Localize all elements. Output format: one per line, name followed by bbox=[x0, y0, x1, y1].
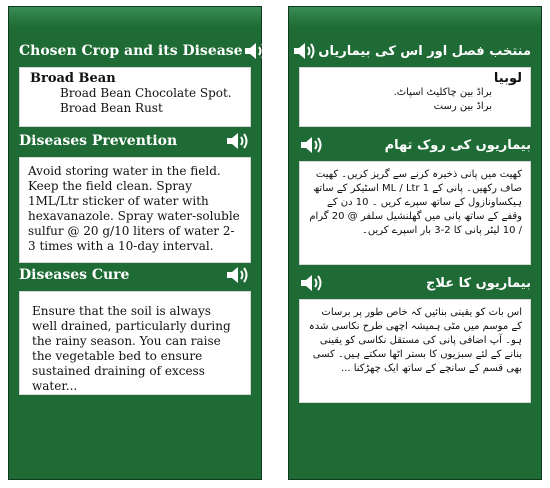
cure-text-box bbox=[299, 299, 531, 403]
speaker-icon[interactable] bbox=[299, 272, 325, 294]
panel-top-bar bbox=[289, 7, 541, 27]
speaker-icon[interactable] bbox=[243, 40, 269, 62]
disease-item: براڈ بین رست bbox=[433, 101, 492, 112]
crop-info-box bbox=[299, 67, 531, 127]
speaker-icon[interactable] bbox=[292, 40, 318, 62]
disease-item: Broad Bean Chocolate Spot. bbox=[60, 86, 232, 100]
prevention-section-title: Diseases Prevention bbox=[19, 133, 178, 149]
cure-section-header bbox=[19, 263, 251, 287]
speaker-icon[interactable] bbox=[225, 264, 251, 286]
disease-item: براڈ بین چاکلیٹ اسپاٹ. bbox=[393, 87, 492, 98]
crop-section-header bbox=[19, 39, 251, 63]
disease-item: Broad Bean Rust bbox=[60, 101, 163, 115]
prevention-section-header bbox=[19, 129, 251, 153]
cure-text: اس بات کو یقینی بنائیں کہ خاص طور پر برسات کے موسم میں مٹی ہمیشہ اچھی طرح نکاسی شدہ ہو۔ آپ اضافی پانی کی مستقل نکاسی کو یقینی بنانے کے لئے سبزیوں کا بستر اٹھا سکتے ہیں۔ کسی بھی قسم کے سانچے کے ساتھ ایک چھڑکنا ... bbox=[308, 307, 522, 374]
prevention-text-box bbox=[19, 157, 251, 263]
cure-text-box bbox=[19, 291, 251, 395]
speaker-icon[interactable] bbox=[225, 130, 251, 152]
prevention-text: Avoid storing water in the field. Keep the field clean. Spray 1ML/Ltr sticker of water with hexavanazole. Spray water-soluble sulfur @ 20 g/10 liters of water 2-3 times with a 10-day interval. bbox=[28, 164, 240, 253]
prevention-text-box bbox=[299, 161, 531, 265]
crop-name: لوبیا bbox=[493, 71, 522, 86]
english-panel bbox=[8, 6, 262, 480]
prevention-text: کھیت میں پانی ذخیرہ کرنے سے گریز کریں۔ کھیت صاف رکھیں۔ پانی کے 1 ML / Ltr اسٹیکر کے ساتھ ہیکساونازول کے ساتھ سپرے کریں ۔ 10 دن کے وقفے کے ساتھ پانی میں گھلنشیل سلفر @ 20 گرام / 10 لیٹر پانی کا 2-3 بار اسپرے کریں۔ bbox=[309, 169, 522, 236]
cure-section-header bbox=[299, 271, 531, 295]
cure-section-title: بیماریوں کا علاج bbox=[425, 275, 531, 291]
prevention-section-header bbox=[299, 133, 531, 157]
crop-section-header bbox=[299, 39, 531, 63]
crop-section-title: Chosen Crop and its Disease bbox=[19, 43, 243, 59]
crop-info-box bbox=[19, 67, 251, 127]
urdu-panel bbox=[288, 6, 542, 480]
prevention-section-title: بیماریوں کی روک تھام bbox=[384, 137, 531, 153]
cure-section-title: Diseases Cure bbox=[19, 267, 130, 283]
cure-text: Ensure that the soil is always well drained, particularly during the rainy season. You can raise the vegetable bed to ensure sustained draining of excess water... bbox=[32, 304, 231, 393]
panel-top-bar bbox=[9, 7, 261, 27]
crop-section-title: منتخب فصل اور اس کی بیماریاں bbox=[318, 43, 531, 59]
crop-name: Broad Bean bbox=[30, 71, 116, 86]
speaker-icon[interactable] bbox=[299, 134, 325, 156]
